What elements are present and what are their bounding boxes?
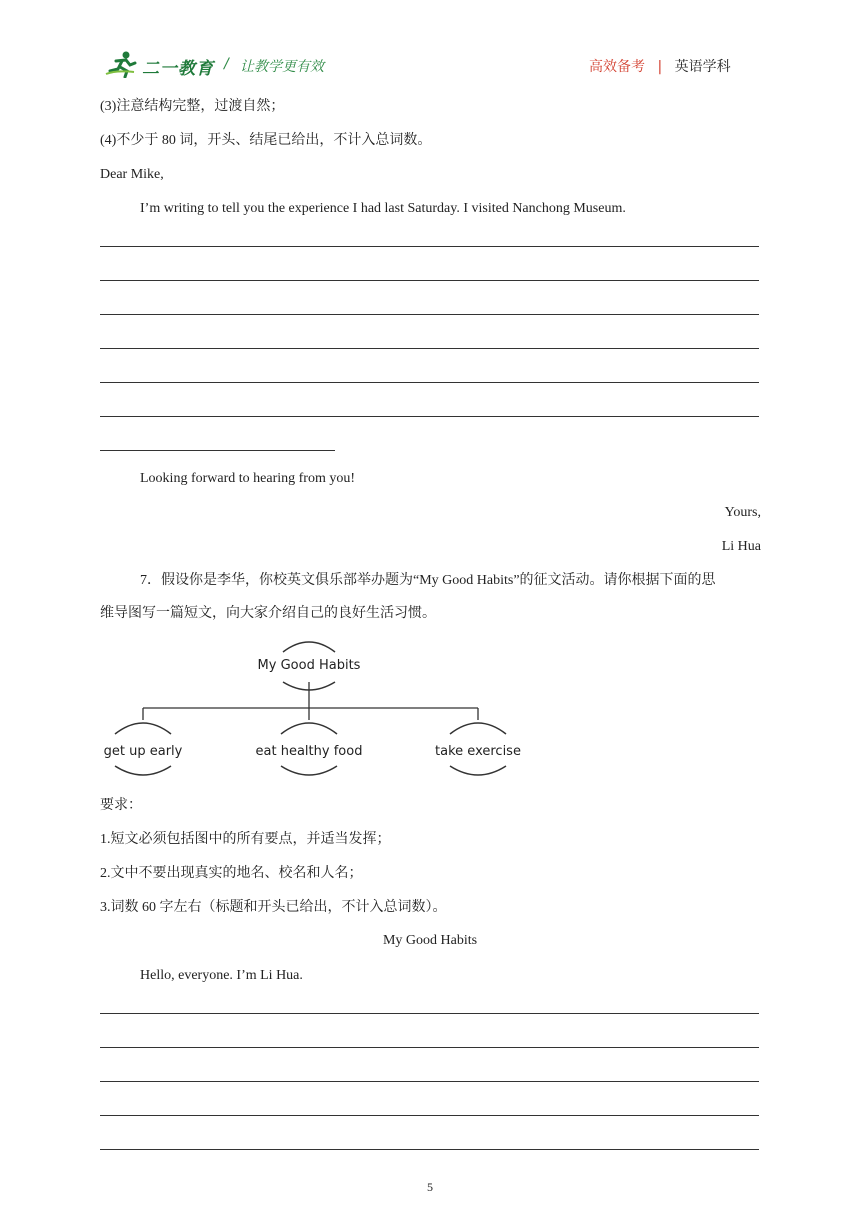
header-tag-subject: 英语学科 <box>674 59 731 75</box>
header-tag-prep: 高效备考 <box>589 59 645 75</box>
letter-sign-off: Yours, <box>724 505 761 520</box>
answer-line[interactable] <box>100 246 759 247</box>
runner-logo-icon <box>104 50 140 78</box>
letter-closing: Looking forward to hearing from you! <box>140 471 355 486</box>
letter-signature: Li Hua <box>721 539 761 554</box>
header-separator: / <box>224 56 229 72</box>
logo-text: 二一教育 <box>142 59 214 79</box>
letter-greeting: Dear Mike, <box>100 167 164 182</box>
requirement-item-3: 3.词数 60 字左右（标题和开头已给出，不计入总词数）。 <box>100 900 447 915</box>
answer-line[interactable] <box>100 314 759 315</box>
answer-line[interactable] <box>100 416 759 417</box>
page-number: 5 <box>427 1180 433 1194</box>
answer-line[interactable] <box>100 348 759 349</box>
requirement-3: (3)注意结构完整，过渡自然； <box>100 99 285 114</box>
header-subject <box>589 56 731 76</box>
answer-line[interactable] <box>100 1013 759 1014</box>
essay-title: My Good Habits <box>382 933 478 948</box>
header-divider: | <box>657 59 663 75</box>
mind-map-lines <box>100 630 530 790</box>
question-7-line-1: 7．假设你是李华，你校英文俱乐部举办题为“My Good Habits”的征文活动。请你根据下面的思 <box>140 573 716 588</box>
essay-opening: Hello, everyone. I’m Li Hua. <box>140 968 303 983</box>
header-logo <box>104 50 224 78</box>
requirement-4: (4)不少于 80 词，开头、结尾已给出，不计入总词数。 <box>100 133 432 148</box>
mind-map <box>100 630 530 790</box>
mind-map-branch-1: get up early <box>103 744 183 759</box>
answer-line[interactable] <box>100 280 759 281</box>
answer-line[interactable] <box>100 1149 759 1150</box>
answer-line[interactable] <box>100 1115 759 1116</box>
requirement-item-2: 2.文中不要出现真实的地名、校名和人名； <box>100 866 363 881</box>
answer-line[interactable] <box>100 1047 759 1048</box>
letter-opening: I’m writing to tell you the experience I had last Saturday. I visited Nanchong Museum. <box>140 201 626 216</box>
mind-map-branch-3: take exercise <box>435 744 521 759</box>
requirements-title: 要求： <box>100 798 142 813</box>
mind-map-center: My Good Habits <box>257 658 361 673</box>
mind-map-branch-2: eat healthy food <box>255 744 363 759</box>
question-7-line-2: 维导图写一篇短文，向大家介绍自己的良好生活习惯。 <box>100 606 436 621</box>
requirement-item-1: 1.短文必须包括图中的所有要点，并适当发挥； <box>100 832 391 847</box>
answer-line[interactable] <box>100 1081 759 1082</box>
answer-line-short[interactable] <box>100 450 335 451</box>
answer-line[interactable] <box>100 382 759 383</box>
header-slogan: 让教学更有效 <box>240 59 324 75</box>
